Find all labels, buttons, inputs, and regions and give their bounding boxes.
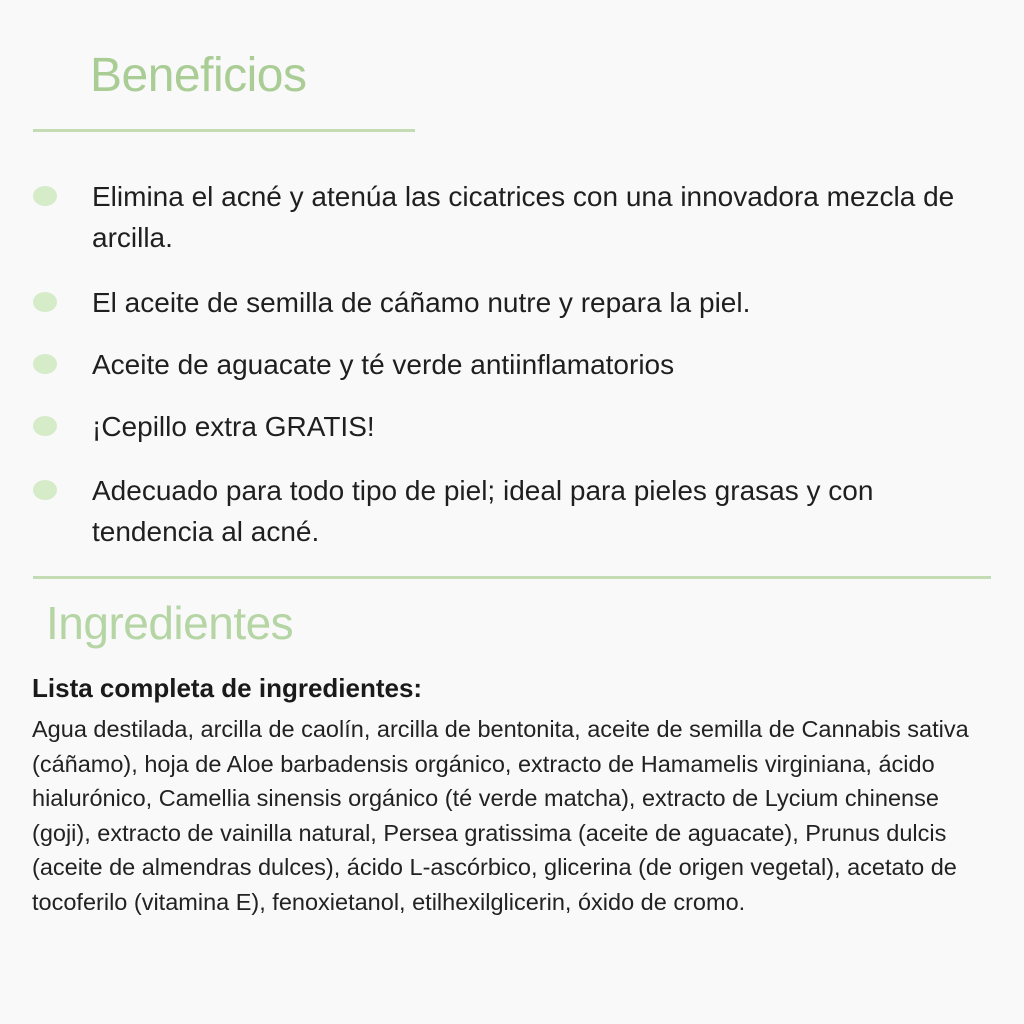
benefit-text: Elimina el acné y atenúa las cicatrices con una innovadora mezcla de arcilla. (92, 181, 955, 253)
ingredients-text: Agua destilada, arcilla de caolín, arcilla de bentonita, aceite de semilla de Cannabis sativa (cáñamo), hoja de Aloe barbadensis orgánico, extracto de Hamamelis virginiana, ácido hialurónico, Camellia sinensis orgánico (té verde matcha), extracto de Lycium chinense (goji), extracto de vainilla natural, Persea gratissima (aceite de aguacate), Prunus dulcis (aceite de almendras dulces), ácido L-ascórbico, glicerina (de origen vegetal), acetato de tocoferilo (vitamina E), fenoxietanol, etilhexilglicerin, óxido de cromo. (32, 716, 969, 915)
bullet-dot-icon (33, 480, 57, 500)
bullet-dot-icon (33, 354, 57, 374)
benefit-text: Adecuado para todo tipo de piel; ideal para pieles grasas y con tendencia al acné. (92, 475, 874, 547)
benefit-text: ¡Cepillo extra GRATIS! (92, 411, 375, 442)
bullet-dot-icon (33, 416, 57, 436)
ingredients-divider (33, 576, 991, 579)
benefit-text: El aceite de semilla de cáñamo nutre y repara la piel. (92, 287, 751, 318)
bullet-dot-icon (33, 292, 57, 312)
bullet-dot-icon (33, 186, 57, 206)
benefit-text: Aceite de aguacate y té verde antiinflamatorios (92, 349, 675, 380)
benefits-heading: Beneficios (90, 49, 307, 102)
ingredients-list-title: Lista completa de ingredientes: (32, 673, 423, 703)
benefits-divider (33, 129, 415, 132)
ingredients-heading: Ingredientes (46, 597, 294, 649)
